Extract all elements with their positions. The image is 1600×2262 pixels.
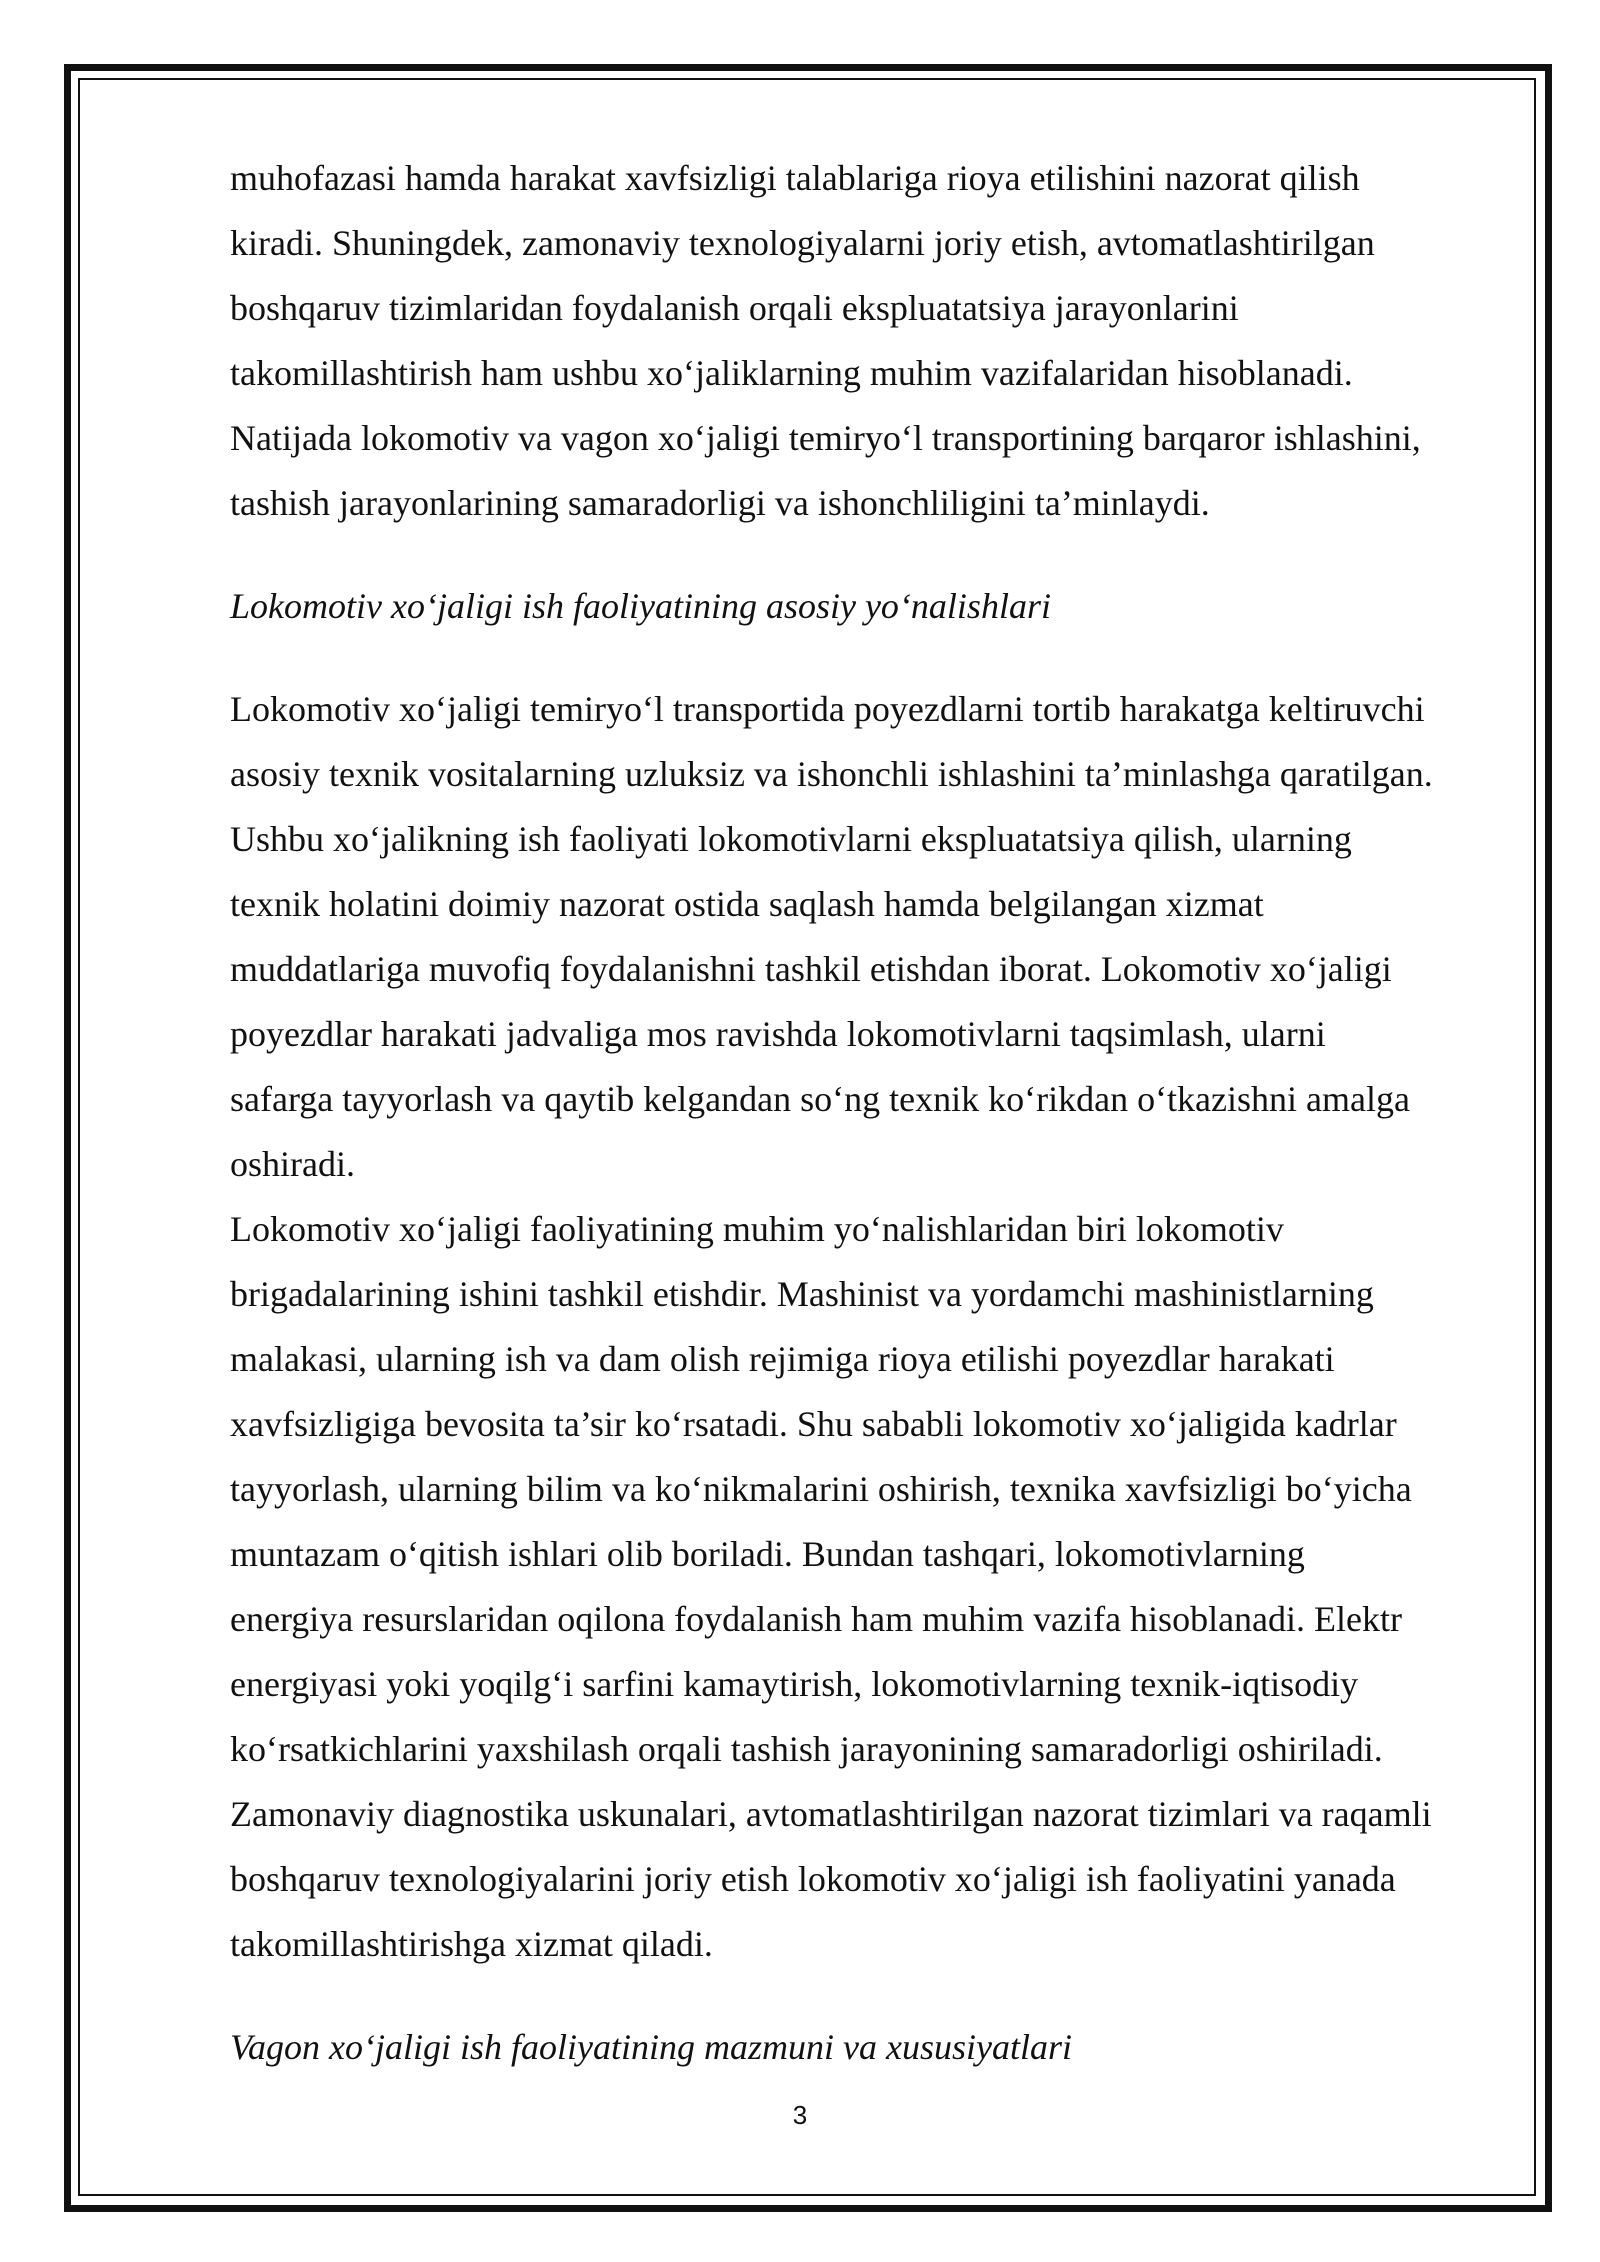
paragraph-line: Lokomotiv xo‘jaligi faoliyatining muhim yo‘nalishlaridan biri lokomotiv: [230, 1209, 1284, 1249]
paragraph-line: texnik holatini doimiy nazorat ostida saqlash hamda belgilangan xizmat: [230, 884, 1264, 924]
document-body: [230, 146, 1500, 2080]
paragraph-line: energiya resurslaridan oqilona foydalanish ham muhim vazifa hisoblanadi. Elektr: [230, 1599, 1402, 1639]
paragraph-line: muhofazasi hamda harakat xavfsizligi talablariga rioya etilishini nazorat qilish: [230, 158, 1360, 198]
paragraph-line: xavfsizligiga bevosita ta’sir ko‘rsatadi. Shu sababli lokomotiv xo‘jaligida kadrlar: [230, 1404, 1397, 1444]
section-heading-vagon: Vagon xo‘jaligi ish faoliyatining mazmuni va xususiyatlari: [230, 2027, 1072, 2067]
paragraph-line: brigadalarining ishini tashkil etishdir. Mashinist va yordamchi mashinistlarning: [230, 1274, 1374, 1314]
paragraph-line: boshqaruv tizimlaridan foydalanish orqali ekspluatatsiya jarayonlarini: [230, 288, 1239, 328]
page-number: 3: [792, 2100, 808, 2130]
paragraph-line: muddatlariga muvofiq foydalanishni tashkil etishdan iborat. Lokomotiv xo‘jaligi: [230, 949, 1392, 989]
paragraph-line: ko‘rsatkichlarini yaxshilash orqali tashish jarayonining samaradorligi oshiriladi.: [230, 1729, 1383, 1769]
paragraph-line: safarga tayyorlash va qaytib kelgandan so‘ng texnik ko‘rikdan o‘tkazishni amalga: [230, 1079, 1410, 1119]
paragraph-1: [230, 146, 1500, 536]
paragraph-line: muntazam o‘qitish ishlari olib boriladi. Bundan tashqari, lokomotivlarning: [230, 1534, 1305, 1574]
paragraph-line: kiradi. Shuningdek, zamonaviy texnologiyalarni joriy etish, avtomatlashtirilgan: [230, 223, 1375, 263]
paragraph-2: [230, 677, 1500, 1197]
paragraph-line: Ushbu xo‘jalikning ish faoliyati lokomotivlarni ekspluatatsiya qilish, ularning: [230, 819, 1352, 859]
paragraph-line: malakasi, ularning ish va dam olish rejimiga rioya etilishi poyezdlar harakati: [230, 1339, 1335, 1379]
section-heading-lokomotiv: Lokomotiv xo‘jaligi ish faoliyatining asosiy yo‘nalishlari: [230, 586, 1051, 626]
paragraph-line: tayyorlash, ularning bilim va ko‘nikmalarini oshirish, texnika xavfsizligi bo‘yicha: [230, 1469, 1412, 1509]
paragraph-line: takomillashtirish ham ushbu xo‘jaliklarning muhim vazifalaridan hisoblanadi.: [230, 353, 1353, 393]
paragraph-line: Lokomotiv xo‘jaligi temiryo‘l transportida poyezdlarni tortib harakatga keltiruvchi: [230, 689, 1425, 729]
paragraph-line: takomillashtirishga xizmat qiladi.: [230, 1924, 713, 1964]
paragraph-line: energiyasi yoki yoqilg‘i sarfini kamaytirish, lokomotivlarning texnik-iqtisodiy: [230, 1664, 1359, 1704]
paragraph-line: tashish jarayonlarining samaradorligi va ishonchliligini ta’minlaydi.: [230, 483, 1210, 523]
paragraph-line: oshiradi.: [230, 1144, 355, 1184]
paragraph-3: [230, 1197, 1500, 1977]
paragraph-line: Zamonaviy diagnostika uskunalari, avtomatlashtirilgan nazorat tizimlari va raqamli: [230, 1794, 1432, 1834]
paragraph-line: asosiy texnik vositalarning uzluksiz va ishonchli ishlashini ta’minlashga qaratilgan.: [230, 754, 1433, 794]
paragraph-line: Natijada lokomotiv va vagon xo‘jaligi temiryo‘l transportining barqaror ishlashini,: [230, 418, 1421, 458]
paragraph-line: boshqaruv texnologiyalarini joriy etish lokomotiv xo‘jaligi ish faoliyatini yanada: [230, 1859, 1396, 1899]
paragraph-line: poyezdlar harakati jadvaliga mos ravishda lokomotivlarni taqsimlash, ularni: [230, 1014, 1326, 1054]
